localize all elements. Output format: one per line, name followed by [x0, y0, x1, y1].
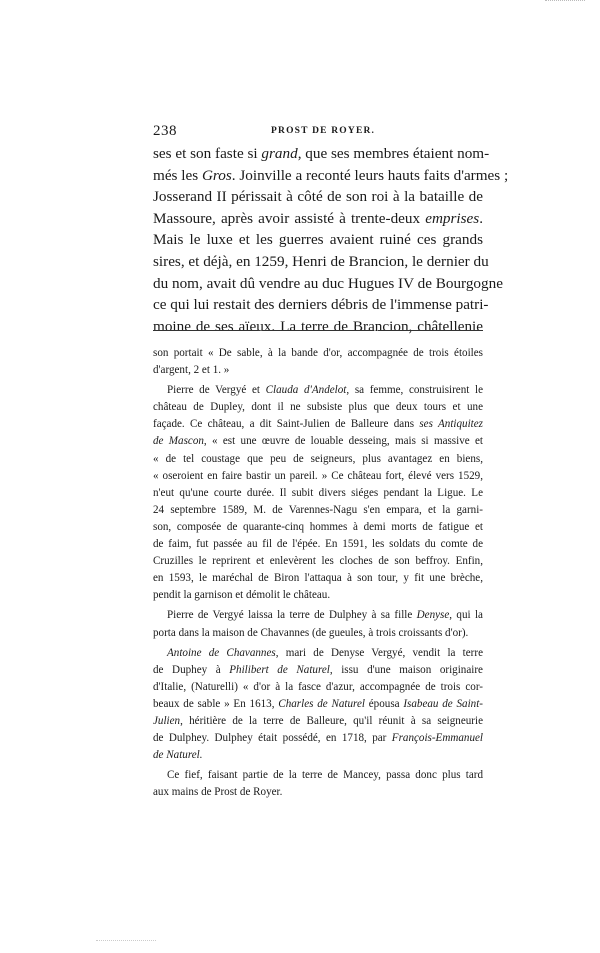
body-line: du nom, avait dû vendre au duc Hugues IV de Bourgogne: [153, 274, 503, 292]
footnote-paragraph: [153, 382, 483, 604]
scan-bottom-mark: [96, 940, 156, 943]
footnote-line: n'eut qu'une courte durée. Il subit divers siéges pendant la Ligue. Le: [153, 486, 483, 499]
running-title: PROST DE ROYER.: [271, 126, 376, 136]
footnote-line: Ce fief, faisant partie de la terre de Mancey, passa donc plus tard: [167, 769, 483, 782]
footnote-paragraph: [153, 645, 483, 765]
footnote-line: en 1593, le maréchal de Biron l'attaqua à son tour, y fit une brèche,: [153, 572, 483, 585]
footnote-line: aux mains de Prost de Royer.: [153, 786, 283, 799]
page-header: [153, 123, 483, 143]
footnote-line: beaux de sable » En 1613, Charles de Naturel épousa Isabeau de Saint-: [153, 697, 484, 710]
body-line: Mais le luxe et les guerres avaient ruiné ces grands: [153, 231, 483, 249]
footnote-line: château de Dupley, dont il ne subsiste plus que deux tours et une: [153, 401, 483, 414]
footnote-line: Pierre de Vergyé et Clauda d'Andelot, sa femme, construisirent le: [167, 384, 484, 397]
footnote-line: façade. Ce château, a dit Saint-Julien de Balleure dans ses Antiquitez: [153, 418, 483, 431]
footnote-line: « oseroient en faire bastir un pareil. » Ce château fort, élevé vers 1529,: [153, 469, 483, 482]
body-line: Josserand II périssait à côté de son roi à la bataille de: [153, 188, 483, 206]
page-number: 238: [153, 123, 177, 139]
footnote-line: porta dans la maison de Chavannes (de gueules, à trois croissants d'or).: [153, 626, 469, 639]
footnote-line: de Naturel.: [153, 749, 203, 762]
body-line: moine de ses aïeux. La terre de Brancion, châtellenie: [153, 317, 483, 335]
footnote-line: d'argent, 2 et 1. »: [153, 364, 230, 377]
footnotes: [153, 345, 483, 801]
body-line: Massoure, après avoir assisté à trente-deux emprises.: [153, 209, 483, 227]
footnote-line: son portait « De sable, à la bande d'or, accompagnée de trois étoiles: [153, 347, 483, 359]
footnote-line: pendit la garnison et démolit le château.: [153, 589, 331, 602]
footnote-line: son, composée de quarante-cinq hommes à demi morts de fatigue et: [153, 520, 483, 533]
body-line: sires, et déjà, en 1259, Henri de Brancion, le dernier du: [153, 252, 489, 270]
main-body-text: [153, 143, 509, 337]
body-line: més les Gros. Joinville a reconté leurs hauts faits d'armes ;: [153, 166, 509, 184]
footnote-line: de Duphey à Philibert de Naturel, issu d'une maison originaire: [153, 663, 483, 676]
footnote-line: Antoine de Chavannes, mari de Denyse Vergyé, vendit la terre: [167, 646, 483, 659]
footnote-line: d'Italie, (Naturelli) « d'or à la fasce d'azur, accompagnée de trois cor-: [153, 680, 483, 693]
footnote-line: de Mascon, « est une œuvre de louable desseing, mais si massive et: [153, 435, 484, 448]
footnote-line: de faim, fut passée au fil de l'épée. En 1591, les soldats du comte de: [153, 538, 483, 551]
scan-edge-mark: [545, 0, 585, 4]
footnote-paragraph: [153, 767, 483, 801]
footnote-separator: [153, 330, 483, 336]
footnote-paragraph: [153, 607, 483, 641]
footnote-line: de Dulphey. Dulphey était possédé, en 1718, par François-Emmanuel: [153, 732, 483, 745]
body-line: ses et son faste si grand, que ses membres étaient nom-: [153, 145, 490, 162]
footnote-line: « de tel coustage que peu de seigneurs, plus avantagez en biens,: [153, 452, 483, 465]
footnote-line: Julien, héritière de la terre de Balleure, qu'il réunit à sa seigneurie: [153, 714, 483, 727]
footnote-line: 24 septembre 1589, M. de Varennes-Nagu s'en empara, et la garni-: [153, 503, 483, 516]
footnote-line: Pierre de Vergyé laissa la terre de Dulphey à sa fille Denyse, qui la: [167, 609, 483, 622]
footnote-line: Cruzilles le reprirent et enlevèrent les cloches de son beffroy. Enfin,: [153, 555, 483, 568]
body-line: ce qui lui restait des derniers débris de l'immense patri-: [153, 296, 489, 314]
footnote-paragraph: [153, 345, 483, 379]
